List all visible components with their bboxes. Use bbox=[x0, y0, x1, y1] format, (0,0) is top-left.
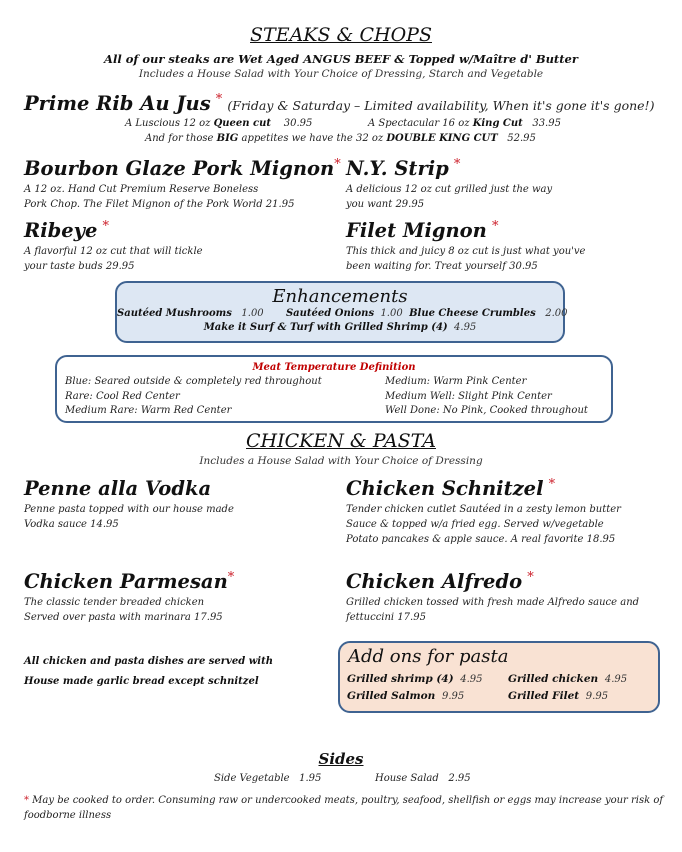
sides-title: Sides bbox=[318, 750, 364, 768]
prime-rib-note: (Friday & Saturday – Limited availability, When it's gone it's gone!) bbox=[227, 98, 655, 113]
prime-rib-name: Prime Rib Au Jus bbox=[24, 92, 211, 115]
prime-rib-header bbox=[24, 92, 654, 115]
star-icon: * bbox=[491, 219, 499, 234]
enhancements-title: Enhancements bbox=[272, 286, 408, 307]
surf-turf-row: Make it Surf & Turf with Grilled Shrimp (4) 4.95 bbox=[203, 322, 477, 333]
temperature-right-column: Medium: Warm Pink Center Medium Well: Slight Pink Center Well Done: No Pink, Cooked throughout bbox=[385, 376, 588, 416]
addons-box bbox=[338, 641, 660, 713]
prime-rib-double: And for those BIG appetites we have the 32 oz DOUBLE KING CUT 52.95 bbox=[145, 133, 536, 144]
temperature-left-column: Blue: Seared outside & completely red throughout Rare: Cool Red Center Medium Rare: Warm Red Center bbox=[65, 376, 322, 416]
side-vegetable: Side Vegetable 1.95 bbox=[214, 773, 322, 784]
star-icon: * bbox=[227, 570, 235, 585]
star-icon: * bbox=[548, 477, 556, 492]
disclaimer: * May be cooked to order. Consuming raw or undercooked meats, poultry, seafood, shellfish or eggs may increase your risk of foodborne illness bbox=[24, 795, 664, 821]
addons-title: Add ons for pasta bbox=[348, 646, 509, 667]
meat-temperature-title: Meat Temperature Definition bbox=[252, 362, 416, 373]
star-icon: * bbox=[527, 570, 534, 585]
side-house-salad: House Salad 2.95 bbox=[375, 773, 471, 784]
menu-item-penne-vodka: Penne alla Vodka Penne pasta topped with our house made Vodka sauce 14.95 bbox=[24, 477, 234, 530]
star-icon: * bbox=[215, 92, 223, 107]
prime-rib-king: A Spectacular 16 oz King Cut 33.95 bbox=[368, 118, 561, 129]
menu-item-chicken-alfredo: Chicken Alfredo * Grilled chicken tossed with fresh made Alfredo sauce and fettuccini 17.95 bbox=[346, 570, 640, 623]
menu-item-pork-mignon: Bourbon Glaze Pork Mignon* A 12 oz. Hand Cut Premium Reserve Boneless Pork Chop. The Filet Mignon of the Pork World 21.95 bbox=[24, 157, 341, 210]
enhancements-box bbox=[115, 281, 568, 343]
steaks-subtitle: Includes a House Salad with Your Choice of Dressing, Starch and Vegetable bbox=[138, 68, 544, 80]
addons-right: Grilled chicken 4.95 Grilled Filet 9.95 bbox=[508, 673, 628, 702]
star-icon: * bbox=[453, 157, 461, 172]
star-icon: * bbox=[334, 157, 341, 172]
steaks-title: STEAKS & CHOPS bbox=[250, 24, 432, 46]
chicken-pasta-title: CHICKEN & PASTA bbox=[246, 430, 436, 452]
menu-item-ny-strip: N.Y. Strip * A delicious 12 oz cut grilled just the way you want 29.95 bbox=[346, 157, 553, 210]
menu-item-filet-mignon: Filet Mignon * This thick and juicy 8 oz cut is just what you've been waiting for. Treat yourself 30.95 bbox=[346, 219, 586, 272]
enhancements-row: Sautéed Mushrooms 1.00 Sautéed Onions 1.00 Blue Cheese Crumbles 2.00 bbox=[117, 308, 568, 319]
chicken-pasta-subtitle: Includes a House Salad with Your Choice of Dressing bbox=[199, 455, 483, 467]
star-icon: * bbox=[102, 219, 109, 234]
meat-temperature-box bbox=[55, 355, 613, 423]
star-icon: * bbox=[24, 795, 29, 806]
prime-rib-queen: A Luscious 12 oz Queen cut 30.95 bbox=[125, 118, 313, 129]
menu-item-ribeye: Ribeye * A flavorful 12 oz cut that will tickle your taste buds 29.95 bbox=[24, 219, 203, 272]
addons-left: Grilled shrimp (4) 4.95 Grilled Salmon 9.95 bbox=[347, 673, 483, 702]
menu-item-chicken-schnitzel: Chicken Schnitzel * Tender chicken cutlet Sautéed in a zesty lemon butter Sauce & topped w/a fried egg. Served w/vegetable Potato pancakes & apple sauce. A real favorite 18.95 bbox=[346, 477, 621, 545]
garlic-bread-note: All chicken and pasta dishes are served with House made garlic bread except schnitzel bbox=[24, 656, 273, 687]
menu-item-chicken-parmesan: Chicken Parmesan* The classic tender breaded chicken Served over pasta with marinara 17.95 bbox=[24, 570, 235, 623]
steaks-subtitle-bold: All of our steaks are Wet Aged ANGUS BEEF & Topped w/Maître d' Butter bbox=[104, 52, 578, 66]
